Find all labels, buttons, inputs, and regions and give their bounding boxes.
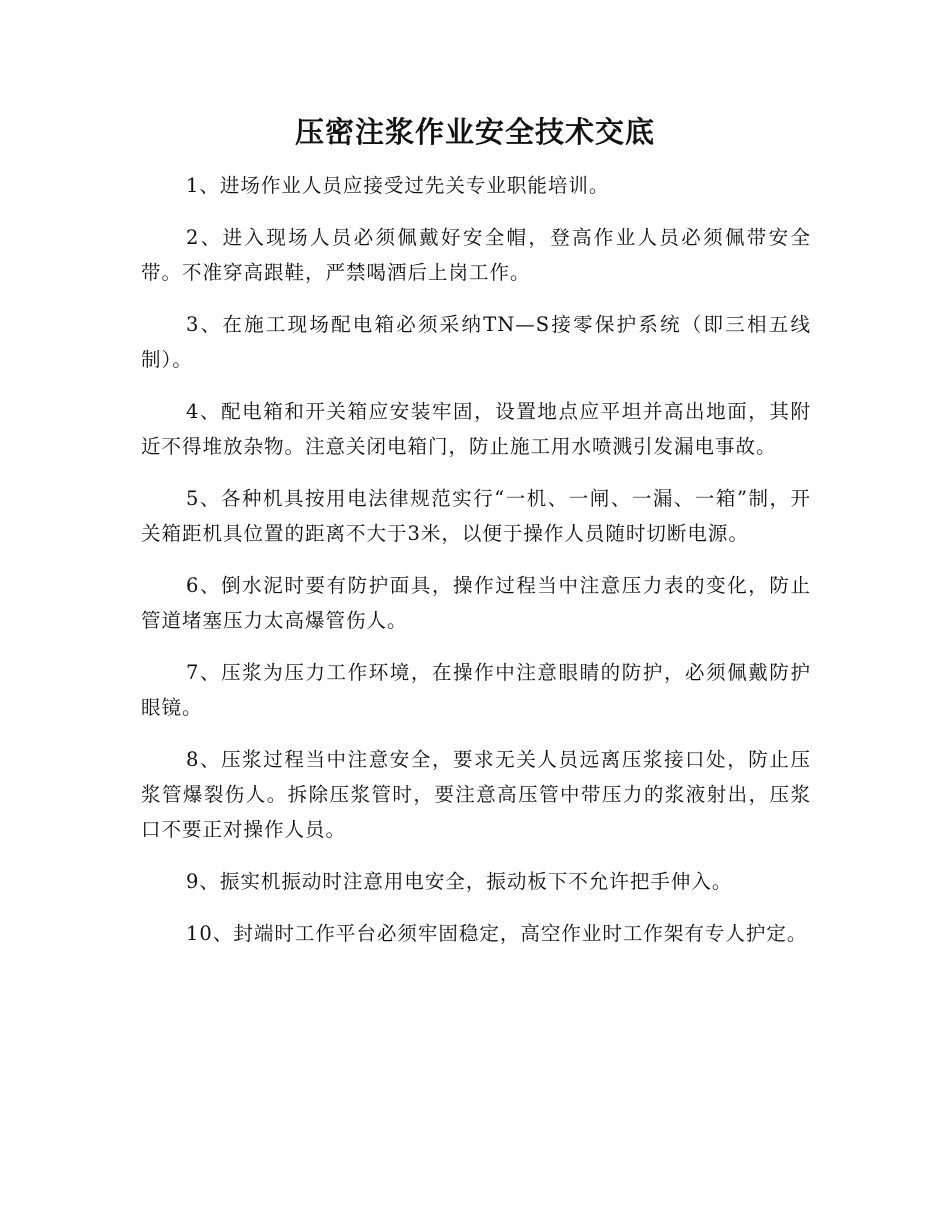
document-body (141, 168, 811, 968)
paragraph-5: 5、各种机具按用电法律规范实行“一机、一闸、一漏、一箱”制，开关箱距机具位置的距离不大于3米，以便于操作人员随时切断电源。 (141, 487, 811, 545)
paragraph-1: 1、进场作业人员应接受过先关专业职能培训。 (186, 174, 610, 197)
paragraph-9: 9、振实机振动时注意用电安全，振动板下不允许把手伸入。 (186, 870, 733, 893)
paragraph-8: 8、压浆过程当中注意安全，要求无关人员远离压浆接口处，防止压浆管爆裂伤人。拆除压浆管时，要注意高压管中带压力的浆液射出，压浆口不要正对操作人员。 (141, 748, 811, 841)
paragraph-2: 2、进入现场人员必须佩戴好安全帽，登高作业人员必须佩带安全带。不准穿高跟鞋，严禁喝酒后上岗工作。 (141, 226, 811, 284)
paragraph-6: 6、倒水泥时要有防护面具，操作过程当中注意压力表的变化，防止管道堵塞压力太高爆管伤人。 (141, 574, 811, 632)
document-title: 压密注浆作业安全技术交底 (294, 115, 655, 149)
paragraph-7: 7、压浆为压力工作环境，在操作中注意眼睛的防护，必须佩戴防护眼镜。 (141, 661, 811, 719)
paragraph-4: 4、配电箱和开关箱应安装牢固，设置地点应平坦并高出地面，其附近不得堆放杂物。注意关闭电箱门，防止施工用水喷溅引发漏电事故。 (141, 400, 811, 458)
paragraph-10: 10、封端时工作平台必须牢固稳定，高空作业时工作架有专人护定。 (186, 922, 808, 945)
paragraph-3: 3、在施工现场配电箱必须采纳TN—S接零保护系统（即三相五线制）。 (141, 313, 811, 371)
